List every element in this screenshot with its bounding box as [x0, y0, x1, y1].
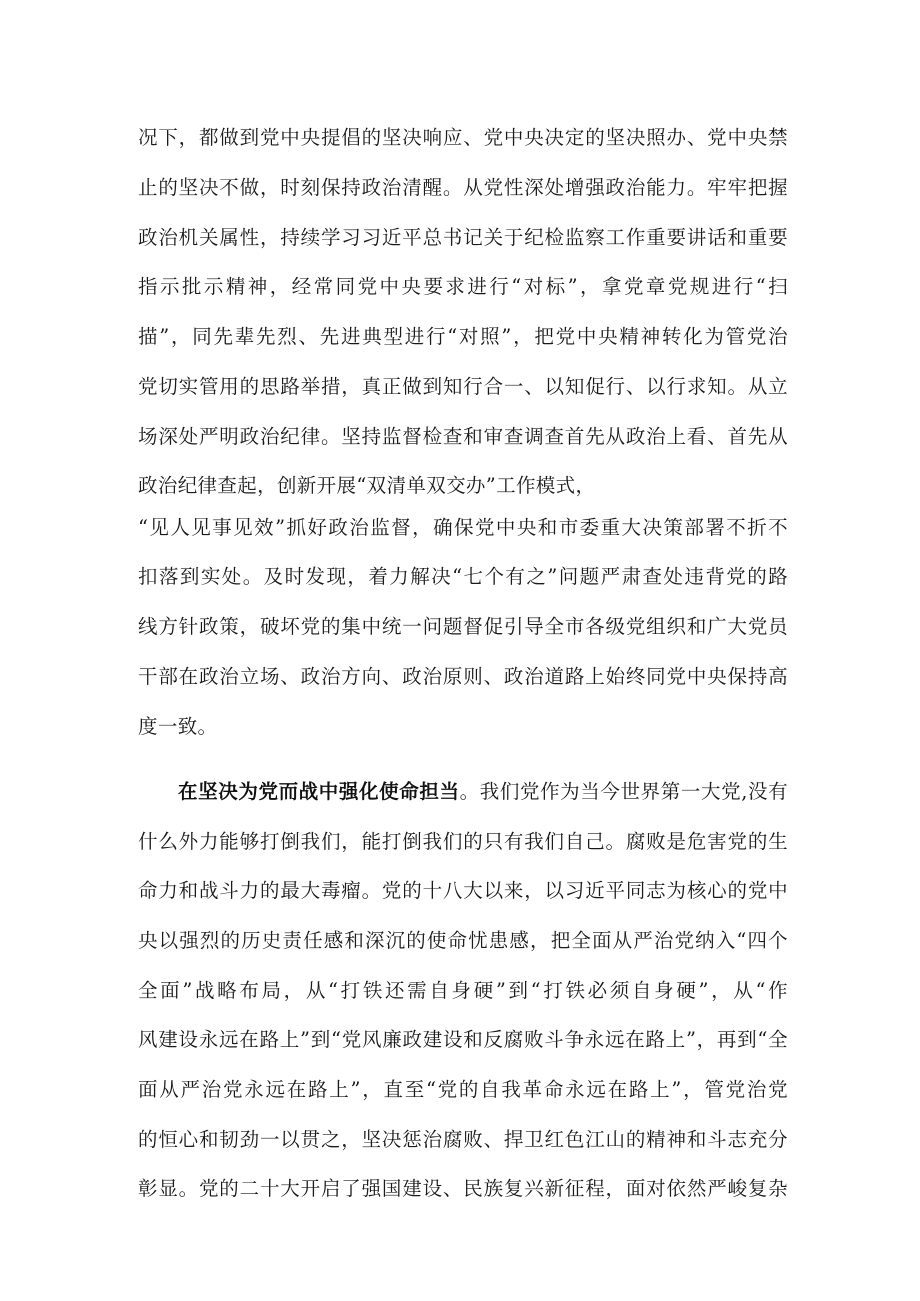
paragraph-1-line: 政治机关属性，持续学习习近平总书记关于纪检监察工作重要讲话和重要: [138, 226, 788, 249]
paragraph-2-line: 什么外力能够打倒我们，能打倒我们的只有我们自己。腐败是危害党的生: [138, 830, 788, 853]
paragraph-1-line: 描”，同先辈先烈、先进典型进行“对照”，把党中央精神转化为管党治: [138, 325, 788, 348]
paragraph-1-line: 度一致。: [138, 715, 218, 738]
paragraph-2-line: 命力和战斗力的最大毒瘤。党的十八大以来，以习近平同志为核心的党中: [138, 879, 788, 902]
paragraph-1-line: “见人见事见效”抓好政治监督，确保党中央和市委重大决策部署不折不: [138, 516, 788, 539]
paragraph-2-line: 彰显。党的二十大开启了强国建设、民族复兴新征程，面对依然严峻复杂: [138, 1177, 788, 1200]
paragraph-1-line: 政治纪律查起，创新开展“双清单双交办”工作模式，: [138, 474, 596, 497]
paragraph-2-line: 央以强烈的历史责任感和深沉的使命忧患感，把全面从严治党纳入“四个: [138, 929, 788, 952]
paragraph-1-line: 党切实管用的思路举措，真正做到知行合一、以知促行、以行求知。从立: [138, 375, 788, 398]
paragraph-heading: 在坚决为党而战中强化使命担当: [178, 780, 460, 803]
paragraph-2-first-line-text: 。我们党作为当今世界第一大党,没有: [459, 780, 788, 803]
paragraph-1-line: 指示批示精神，经常同党中央要求进行“对标”，拿党章党规进行“扫: [138, 275, 788, 298]
paragraph-2-line: 的恒心和韧劲一以贯之，坚决惩治腐败、捍卫红色江山的精神和斗志充分: [138, 1128, 788, 1151]
paragraph-2-line: 风建设永远在路上”到“党风廉政建设和反腐败斗争永远在路上”，再到“全: [138, 1028, 788, 1051]
paragraph-1-line: 场深处严明政治纪律。坚持监督检查和审查调查首先从政治上看、首先从: [138, 425, 788, 448]
paragraph-2-first-line: [178, 776, 788, 812]
paragraph-1-line: 干部在政治立场、政治方向、政治原则、政治道路上始终同党中央保持高: [138, 665, 788, 688]
paragraph-2-line: 面从严治党永远在路上”，直至“党的自我革命永远在路上”，管党治党: [138, 1078, 788, 1101]
paragraph-1-line: 止的坚决不做，时刻保持政治清醒。从党性深处增强政治能力。牢牢把握: [138, 176, 788, 199]
paragraph-1-line: 扣落到实处。及时发现，着力解决“七个有之”问题严肃查处违背党的路: [138, 565, 788, 588]
paragraph-1-line: 线方针政策，破坏党的集中统一问题督促引导全市各级党组织和广大党员: [138, 615, 788, 638]
paragraph-1-line: 况下，都做到党中央提倡的坚决响应、党中央决定的坚决照办、党中央禁: [138, 126, 788, 149]
paragraph-2-line: 全面”战略布局，从“打铁还需自身硬”到“打铁必须自身硬”，从“作: [138, 979, 788, 1002]
